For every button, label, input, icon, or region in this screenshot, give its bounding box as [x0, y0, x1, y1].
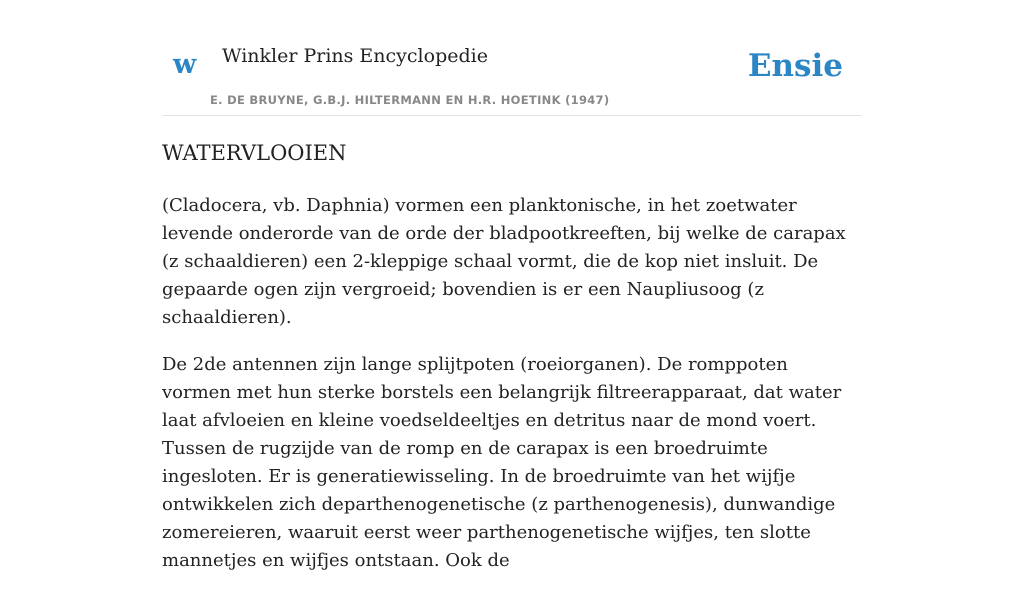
page-container — [162, 0, 862, 571]
authors-line: E. DE BRUYNE, G.B.J. HILTERMANN EN H.R. HOETINK (1947) — [210, 93, 610, 107]
site-header — [162, 0, 862, 116]
article-paragraph: De 2de antennen zijn lange splijtpoten (roeiorganen). De romppoten vormen met hun sterke borstels een belangrijk filtreerapparaat, dat water laat afvloeien en kleine voedseldeeltjes en detritus naar de mond voert. Tussen de rugzijde van de romp en de carapax is een broedruimte ingesloten. Er is generatiewisseling. In de broedruimte van het wijfje ontwikkelen zich departhenogenetische (z parthenogenesis), dunwandige zomereieren, waaruit eerst weer parthenogenetische wijfjes, ten slotte mannetjes en wijfjes ontstaan. Ook de — [162, 354, 842, 571]
encyclopedia-title[interactable]: Winkler Prins Encyclopedie — [222, 45, 488, 67]
article-body — [162, 192, 862, 594]
encyclopedia-logo[interactable]: w — [173, 49, 197, 80]
article-paragraph: (Cladocera, vb. Daphnia) vormen een planktonische, in het zoetwater levende onderorde van de orde der bladpootkreeften, bij welke de carapax (z schaaldieren) een 2-kleppige schaal vormt, die de kop niet insluit. De gepaarde ogen zijn vergroeid; bovendien is er een Naupliusoog (z schaaldieren). — [162, 195, 846, 328]
ensie-logo-link[interactable]: Ensie — [747, 48, 843, 84]
article-title: WATERVLOOIEN — [162, 141, 347, 165]
